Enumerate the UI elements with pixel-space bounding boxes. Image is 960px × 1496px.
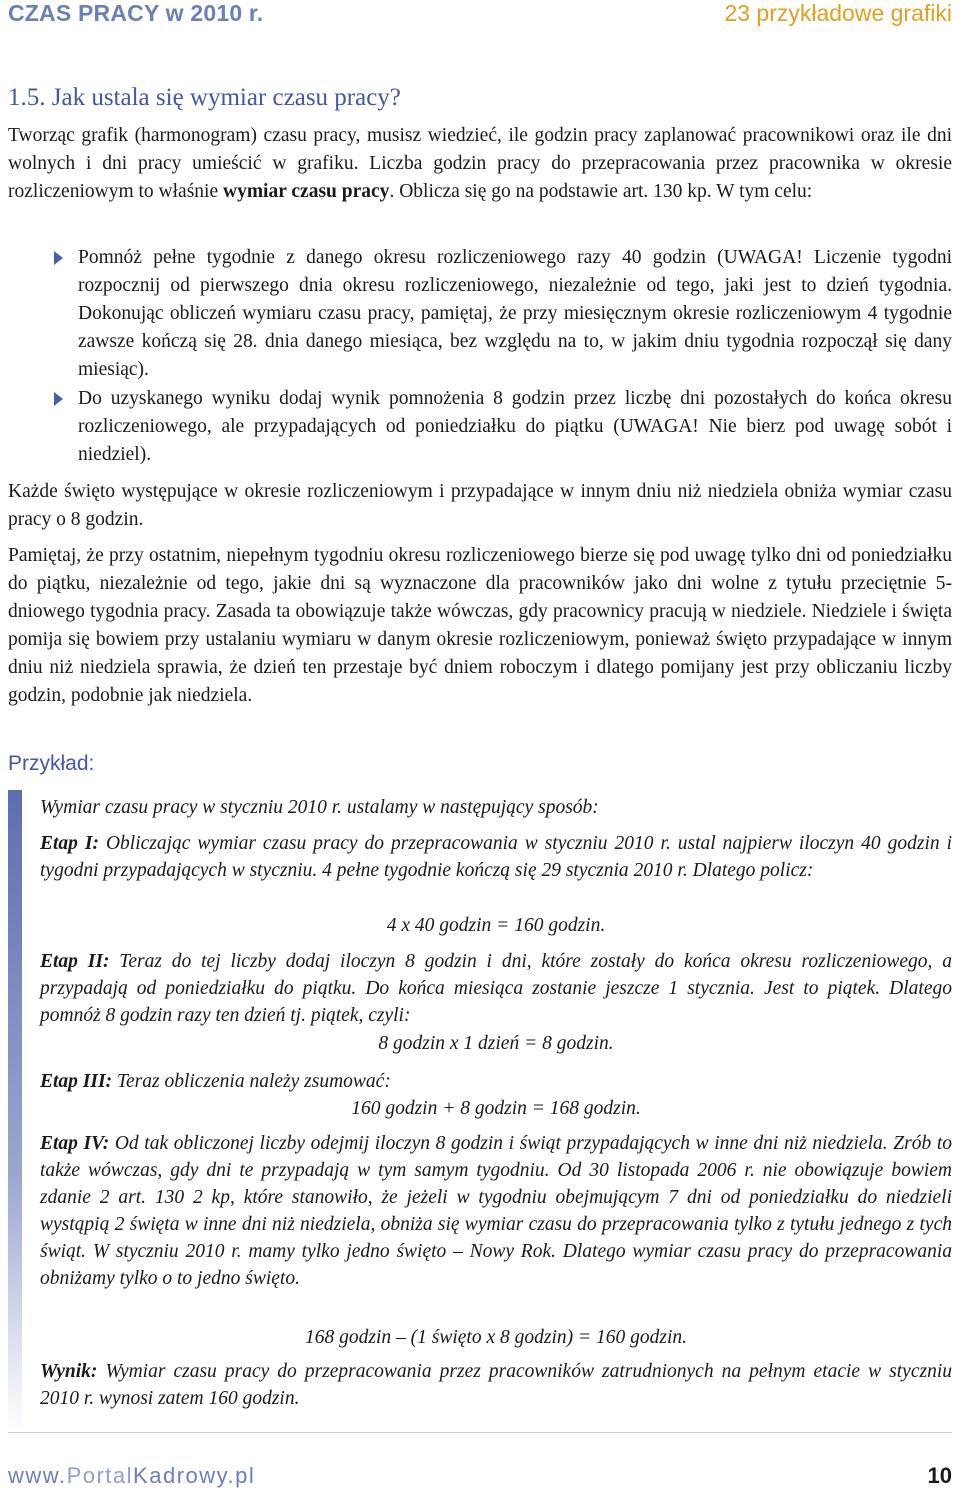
stage-text: Teraz do tej liczby dodaj iloczyn 8 godzin i dni, które zostały do końca okresu rozliczeniowego, a przypadają od poniedziałku do piątku. Do końca miesiąca zostanie jeszcze 1 stycznia. Jest to piątek. Dlatego pomnóż 8 godzin razy ten dzień tj. piątek, czyli:: [40, 951, 952, 1026]
url-kadrowy: Kadrowy: [133, 1463, 228, 1488]
url-portal: Portal: [66, 1463, 134, 1488]
example-result: [40, 1358, 952, 1412]
url-prefix: www.: [8, 1463, 67, 1488]
example-heading: Przykład:: [8, 752, 95, 775]
result-label: Wynik:: [40, 1361, 98, 1382]
url-suffix: .pl: [227, 1463, 256, 1488]
stage-1-formula: 4 x 40 godzin = 160 godzin.: [386, 915, 606, 936]
list-item: [8, 244, 952, 384]
section-title: 1.5. Jak ustala się wymiar czasu pracy?: [8, 84, 401, 111]
example-stage-4: [40, 1130, 952, 1292]
stage-label: Etap IV:: [40, 1133, 110, 1154]
intro-paragraph: [8, 122, 952, 206]
intro-text-end: . Oblicza się go na podstawie art. 130 kp. W tym celu:: [389, 181, 813, 202]
example-stage-2: [40, 948, 952, 1029]
header-publication-title: CZAS PRACY w 2010 r.: [8, 0, 264, 26]
example-side-bar: [8, 790, 22, 1430]
bullet-triangle-icon: [54, 392, 63, 406]
stage-3-formula: 160 godzin + 8 godzin = 168 godzin.: [351, 1098, 641, 1119]
list-item: [8, 385, 952, 469]
remember-paragraph: Pamiętaj, że przy ostatnim, niepełnym tygodniu okresu rozliczeniowego bierze się pod uwagę tylko dni od poniedziałku do piątku, niezależnie od tego, jakie dni są wyznaczone dla pracowników jako dni wolne z tytułu przeciętnie 5-dniowego tygodnia pracy. Zasada ta obowiązuje także wówczas, gdy pracownicy pracują w niedziele. Niedziele i święta pomija się bowiem przy ustalaniu wymiaru w danym okresie rozliczeniowym, ponieważ święto przypadające w innym dniu niż niedziela sprawia, że dzień ten przestaje być dniem roboczym i dlatego pomijany jest przy obliczaniu liczby godzin, podobnie jak niedziela.: [8, 545, 952, 706]
stage-text: Teraz obliczenia należy zsumować:: [112, 1071, 391, 1092]
page-header: [0, 0, 960, 30]
stage-label: Etap III:: [40, 1071, 113, 1092]
list-item-text: Do uzyskanego wyniku dodaj wynik pomnożenia 8 godzin przez liczbę dni pozostałych do końca okresu rozliczeniowego, ale przypadających od poniedziałku do piątku (UWAGA! Nie bierz pod uwagę sobót i niedziel).: [78, 388, 952, 465]
footer-divider: [8, 1432, 952, 1433]
stage-label: Etap II:: [40, 951, 110, 972]
bullet-triangle-icon: [54, 251, 63, 265]
intro-bold-term: wymiar czasu pracy: [222, 181, 390, 202]
page-number: 10: [927, 1463, 952, 1488]
instruction-list: [8, 244, 952, 470]
result-text: Wymiar czasu pracy do przepracowania przez pracowników zatrudnionych na pełnym etacie w styczniu 2010 r. wynosi zatem 160 godzin.: [40, 1361, 952, 1409]
example-intro: Wymiar czasu pracy w styczniu 2010 r. ustalamy w następujący sposób:: [40, 797, 599, 818]
stage-text: Od tak obliczonej liczby odejmij iloczyn 8 godzin i świąt przypadających w inne dni niż niedziela. Zrób to także wówczas, gdy dni te przypadają w tym samym tygodniu. Od 30 listopada 2006 r. nie obowiązuje bowiem zdanie 2 art. 130 2 kp, które stanowiło, że jeżeli w tygodniu obejmującym 7 dni od poniedziałku do niedzieli wystąpią 2 święta w inne dni niż niedziela, obniża się wymiar czasu do przepracowania tylko z tytułu jednego z tych świąt. W styczniu 2010 r. mamy tylko jedno święto – Nowy Rok. Dlatego wymiar czasu pracy do przepracowania obniżamy tylko o to jedno święto.: [40, 1133, 952, 1289]
stage-text: Obliczając wymiar czasu pracy do przepracowania w styczniu 2010 r. ustal najpierw iloczyn 40 godzin i tygodni przypadających w styczniu. 4 pełne tygodnie kończą się 29 stycznia 2010 r. Dlatego policz:: [40, 833, 952, 881]
stage-label: Etap I:: [40, 833, 99, 854]
list-item-text: Pomnóż pełne tygodnie z danego okresu rozliczeniowego razy 40 godzin (UWAGA! Liczenie tygodni rozpocznij od pierwszego dnia okresu rozliczeniowego, niezależnie od tego, jaki jest to dzień tygodnia. Dokonując obliczeń wymiaru czasu pracy, pamiętaj, że przy miesięcznym okresie rozliczeniowym 4 tygodnie zawsze kończą się 28. dnia danego miesiąca, bez względu na to, w jakim dniu tygodnia rozpoczął się dany miesiąc).: [78, 247, 952, 380]
holiday-paragraph: Każde święto występujące w okresie rozliczeniowym i przypadające w innym dniu niż niedziela obniża wymiar czasu pracy o 8 godzin.: [8, 481, 952, 530]
intro-text-start: Tworząc grafik (harmonogram) czasu pracy, musisz wiedzieć, ile godzin pracy zaplanować pracownikowi oraz ile dni wolnych i dni pracy umieścić w grafiku. Liczba godzin pracy do przepracowania przez pracownika w okresie rozliczeniowym to właśnie: [8, 125, 952, 202]
header-subtitle: 23 przykładowe grafiki: [724, 0, 952, 26]
example-stage-1: [40, 830, 952, 884]
stage-4-formula: 168 godzin – (1 święto x 8 godzin) = 160 godzin.: [304, 1327, 688, 1348]
footer-website-link[interactable]: [8, 1463, 255, 1489]
stage-2-formula: 8 godzin x 1 dzień = 8 godzin.: [378, 1033, 614, 1054]
example-stage-3: [40, 1068, 952, 1095]
